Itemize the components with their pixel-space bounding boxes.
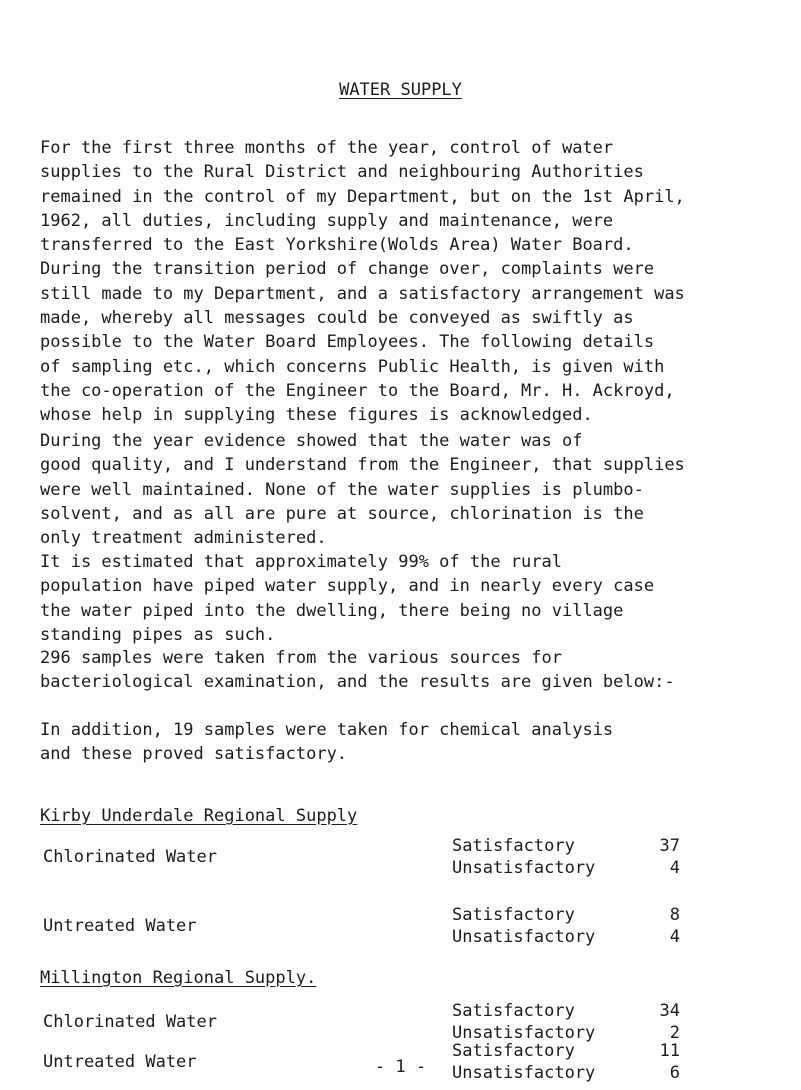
satisfactory-count: 8 <box>669 905 680 925</box>
satisfactory-count: 37 <box>659 836 680 856</box>
section-heading-millington: Millington Regional Supply. <box>40 968 317 988</box>
unsatisfactory-label: Unsatisfactory <box>452 927 596 947</box>
unsatisfactory-count: 4 <box>669 858 680 878</box>
satisfactory-label: Satisfactory <box>452 836 575 856</box>
unsatisfactory-label: Unsatisfactory <box>452 858 596 878</box>
satisfactory-label: Satisfactory <box>452 1001 575 1021</box>
result-row <box>0 904 801 954</box>
paragraph-piped-supply: It is estimated that approximately 99% of the rural population have piped water supply, and in nearly every case the water piped into the dwelling, there being no village standing pipes as such. <box>40 552 655 645</box>
result-counts <box>640 1000 680 1044</box>
satisfactory-count: 11 <box>659 1041 680 1061</box>
satisfactory-label: Satisfactory <box>452 905 575 925</box>
result-kinds <box>452 1000 595 1044</box>
result-counts <box>640 835 680 879</box>
paragraph-quality: During the year evidence showed that the water was of good quality, and I understand from the Engineer, that supplies were well maintained. None of the water supplies is plumbo- solvent, and as all are pure at source, chlorination is the only treatment administered. <box>40 431 685 549</box>
section-heading-kirby-underdale: Kirby Underdale Regional Supply <box>40 806 358 826</box>
unsatisfactory-count: 6 <box>669 1063 680 1083</box>
unsatisfactory-label: Unsatisfactory <box>452 1023 596 1043</box>
result-kinds <box>452 904 595 948</box>
result-counts <box>640 904 680 948</box>
page-title: WATER SUPPLY <box>339 80 462 100</box>
paragraph-bacteriological: 296 samples were taken from the various sources for bacteriological examination, and the results are given below:- <box>40 648 675 693</box>
paragraph-transfer: For the first three months of the year, control of water supplies to the Rural District and neighbouring Authorities remained in the control of my Department, but on the 1st April, 1962, all duties, including supply and maintenance, were transferred to the East Yorkshire(Wolds Area) Water Board. During the transition period of change over, complaints were still made to my Department, and a satisfactory arrangement was made, whereby all messages could be conveyed as swiftly as possible to the Water Board Employees. The following details of sampling etc., which concerns Public Health, is given with the co-operation of the Engineer to the Board, Mr. H. Ackroyd, whose help in supplying these figures is acknowledged. <box>40 138 685 426</box>
unsatisfactory-count: 4 <box>669 927 680 947</box>
paragraph-chemical: In addition, 19 samples were taken for chemical analysis and these proved satisfactory. <box>40 720 614 765</box>
result-row <box>0 835 801 885</box>
satisfactory-count: 34 <box>659 1001 680 1021</box>
water-type-label: Untreated Water <box>43 1052 197 1072</box>
unsatisfactory-count: 2 <box>669 1023 680 1043</box>
water-type-label: Chlorinated Water <box>43 847 217 867</box>
water-type-label: Untreated Water <box>43 916 197 936</box>
water-type-label: Chlorinated Water <box>43 1012 217 1032</box>
page-number: - 1 - <box>374 1057 427 1077</box>
satisfactory-label: Satisfactory <box>452 1041 575 1061</box>
unsatisfactory-label: Unsatisfactory <box>452 1063 596 1083</box>
result-kinds <box>452 835 595 879</box>
